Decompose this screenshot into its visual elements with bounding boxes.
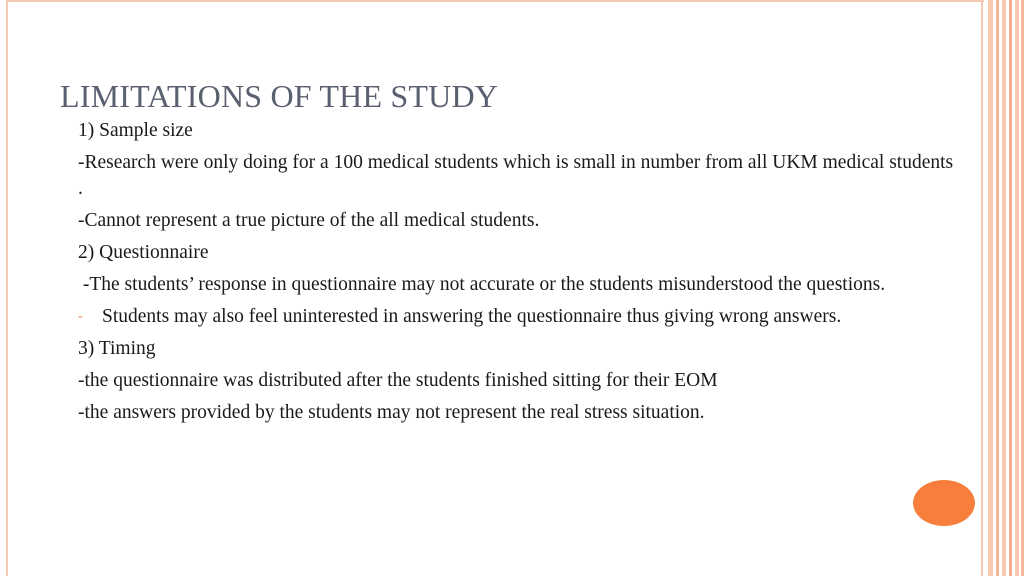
decorative-stripe	[1015, 0, 1019, 576]
bullet-marker: -	[78, 309, 83, 324]
section-heading-timing: 3) Timing	[78, 338, 156, 359]
slide-title: LIMITATIONS OF THE STUDY	[60, 78, 499, 114]
body-line: -the questionnaire was distributed after the students finished sitting for their EOM	[78, 370, 718, 391]
slide-frame-top	[6, 0, 984, 2]
bullet-item	[78, 304, 958, 330]
slide-body	[78, 118, 958, 432]
body-line: -The students’ response in questionnaire may not accurate or the students misunderstood the questions.	[78, 274, 886, 295]
section-heading-questionnaire: 2) Questionnaire	[78, 242, 209, 263]
slide-frame-left	[6, 0, 8, 576]
slide-frame-right	[981, 0, 983, 576]
decorative-stripe	[988, 0, 993, 576]
body-line: -Cannot represent a true picture of the all medical students.	[78, 210, 540, 231]
section-heading-sample-size: 1) Sample size	[78, 120, 193, 141]
decorative-stripe	[996, 0, 999, 576]
decorative-stripe	[1009, 0, 1012, 576]
decorative-circle	[913, 480, 975, 526]
decorative-stripe	[1002, 0, 1006, 576]
body-line: -the answers provided by the students may not represent the real stress situation.	[78, 402, 705, 423]
bullet-text: Students may also feel uninterested in answering the questionnaire thus giving wrong answers.	[102, 306, 842, 327]
body-line: -Research were only doing for a 100 medical students which is small in number from all UKM medical students .	[78, 152, 954, 199]
